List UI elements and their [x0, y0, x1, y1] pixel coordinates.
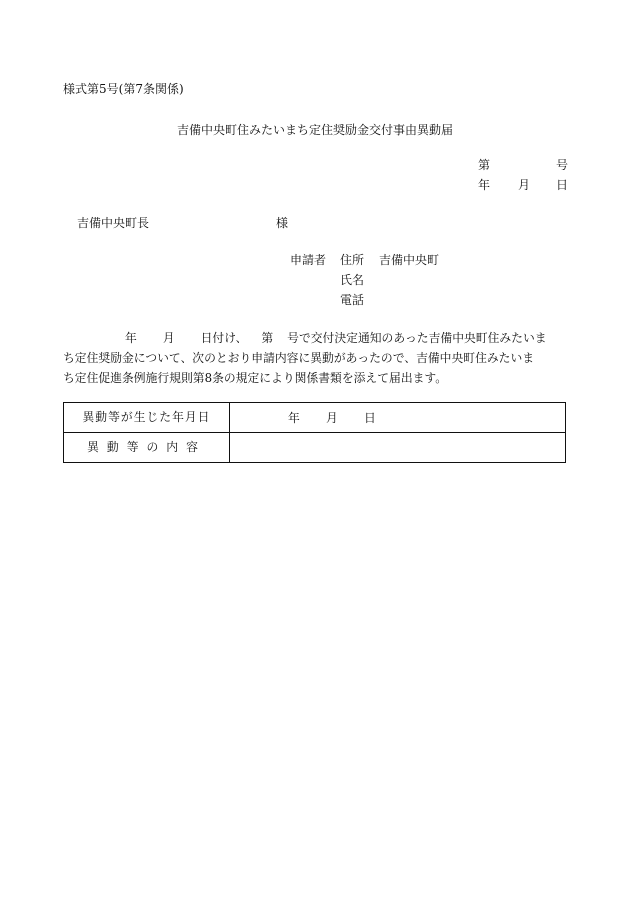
- change-date-month: 月: [326, 411, 338, 425]
- body-line-2: ち定住奨励金について、次のとおり申請内容に異動があったので、吉備中央町住みたいま: [63, 351, 535, 365]
- change-content-field[interactable]: [230, 433, 566, 463]
- issue-date-month: 月: [518, 178, 531, 192]
- body-year: 年: [125, 331, 137, 345]
- addressee-name: 吉備中央町長: [77, 216, 150, 230]
- body-paragraph: [63, 328, 568, 388]
- document-number-suffix: 号: [555, 158, 568, 172]
- addressee-honorific: 様: [276, 216, 289, 230]
- document-title: 吉備中央町住みたいまち定住奨励金交付事由異動届: [176, 123, 453, 137]
- issue-date-day: 日: [555, 178, 568, 192]
- body-line-1: [63, 328, 568, 348]
- telephone-label: 電話: [340, 293, 365, 307]
- issue-date-year: 年: [478, 178, 491, 192]
- address-value: 吉備中央町: [379, 253, 440, 267]
- body-line-3: ち定住促進条例施行規則第8条の規定により関係書類を添えて届出ます。: [63, 371, 448, 385]
- change-details-table: [63, 402, 566, 463]
- body-date-suffix: 日付け、: [200, 331, 248, 345]
- document-number-prefix: 第: [478, 158, 491, 172]
- table-row: [64, 403, 566, 433]
- form-number: 様式第5号(第7条関係): [63, 82, 184, 96]
- address-label: 住所: [340, 253, 365, 267]
- body-month: 月: [162, 331, 175, 345]
- body-number-prefix: 第: [261, 331, 274, 345]
- applicant-label: 申請者: [290, 253, 327, 267]
- change-date-day: 日: [364, 411, 376, 425]
- change-date-year: 年: [288, 411, 300, 425]
- name-label: 氏名: [340, 273, 365, 287]
- change-content-label: 異動等の内容: [64, 433, 230, 463]
- table-row: [64, 433, 566, 463]
- body-line-1-rest: 号で交付決定通知のあった吉備中央町住みたいま: [287, 331, 547, 345]
- change-date-field[interactable]: [230, 403, 566, 433]
- change-date-label: 異動等が生じた年月日: [64, 403, 230, 433]
